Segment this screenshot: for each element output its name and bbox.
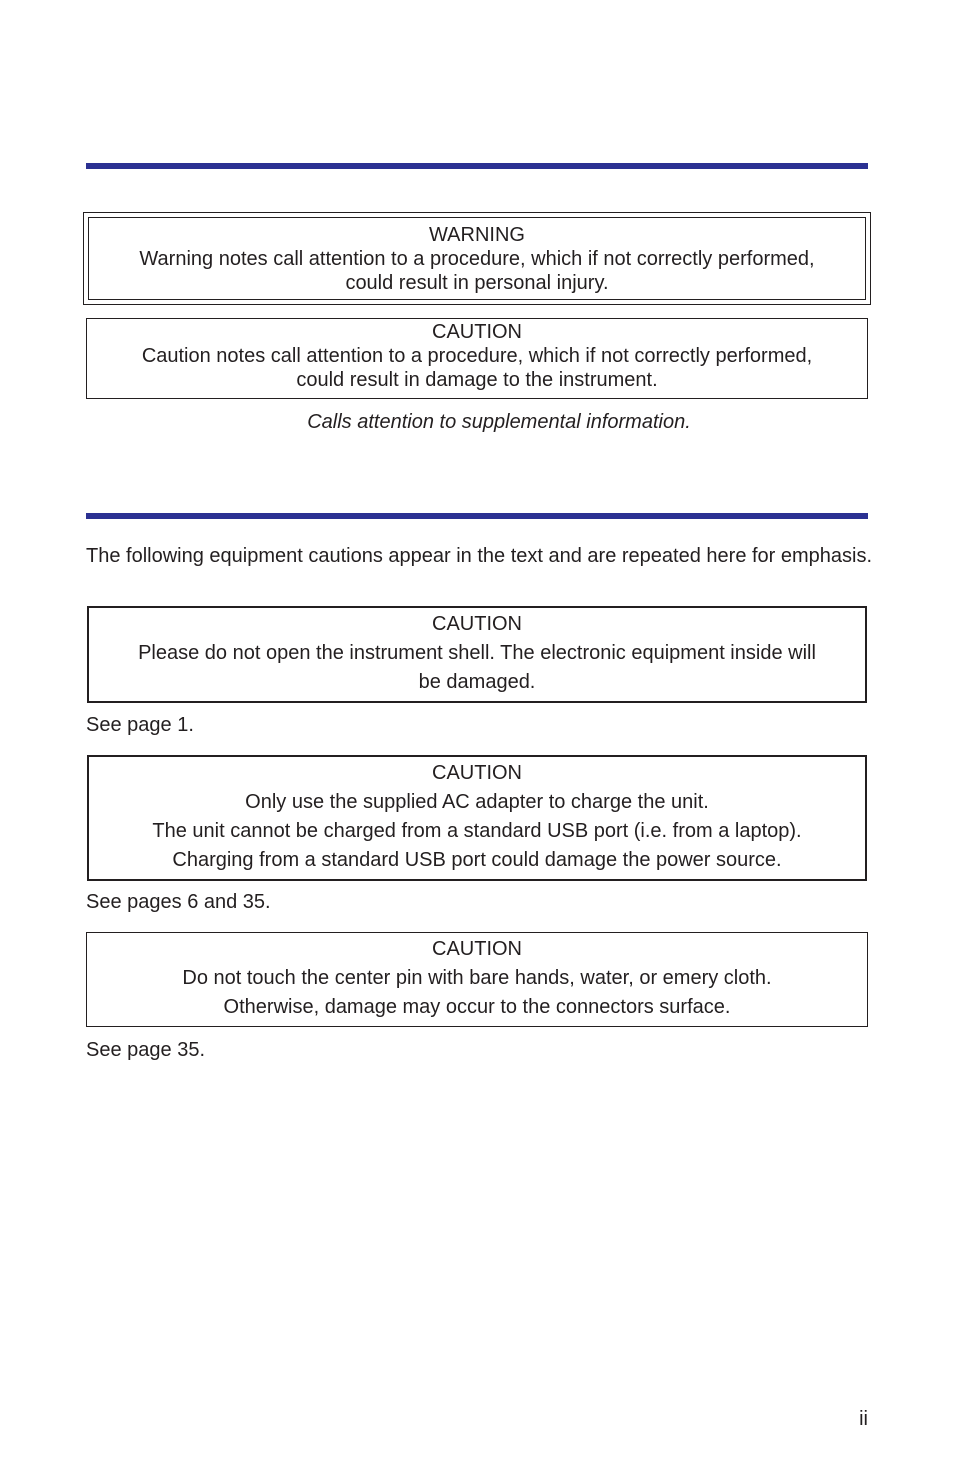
caution-title: CAUTION [432,321,522,343]
caution-1-line-1: Please do not open the instrument shell. The electronic equipment inside will [138,642,816,664]
caution-1-line-2: be damaged. [418,671,536,693]
note-text: Calls attention to supplemental information. [307,411,691,433]
caution-1-title: CAUTION [432,613,522,635]
caution-1-page-ref: See page 1. [86,714,194,736]
section-rule-top [86,163,868,169]
caution-2-title: CAUTION [432,762,522,784]
caution-2-line-3: Charging from a standard USB port could damage the power source. [172,849,782,871]
warning-title: WARNING [429,224,525,246]
caution-box-1 [87,606,867,703]
caution-3-line-1: Do not touch the center pin with bare hands, water, or emery cloth. [182,967,772,989]
caution-2-line-1: Only use the supplied AC adapter to charge the unit. [245,791,709,813]
caution-text-line-1: Caution notes call attention to a procedure, which if not correctly performed, [141,345,813,367]
caution-3-line-2: Otherwise, damage may occur to the connectors surface. [223,996,731,1018]
warning-box-inner [88,217,866,300]
section-rule-equipment [86,513,868,519]
caution-box-3 [86,932,868,1027]
equipment-intro: The following equipment cautions appear in the text and are repeated here for emphasis. [86,545,873,567]
caution-box-2 [87,755,867,881]
caution-2-line-2: The unit cannot be charged from a standard USB port (i.e. from a laptop). [152,820,802,842]
page-number: ii [859,1408,868,1430]
caution-3-title: CAUTION [432,938,522,960]
caution-3-page-ref: See page 35. [86,1039,205,1061]
warning-box [83,212,871,305]
caution-convention-box [86,318,868,399]
caution-text-line-2: could result in damage to the instrument. [296,369,658,391]
warning-text-line-2: could result in personal injury. [345,272,609,294]
caution-2-page-ref: See pages 6 and 35. [86,891,271,913]
warning-text-line-1: Warning notes call attention to a procedure, which if not correctly performed, [139,248,815,270]
